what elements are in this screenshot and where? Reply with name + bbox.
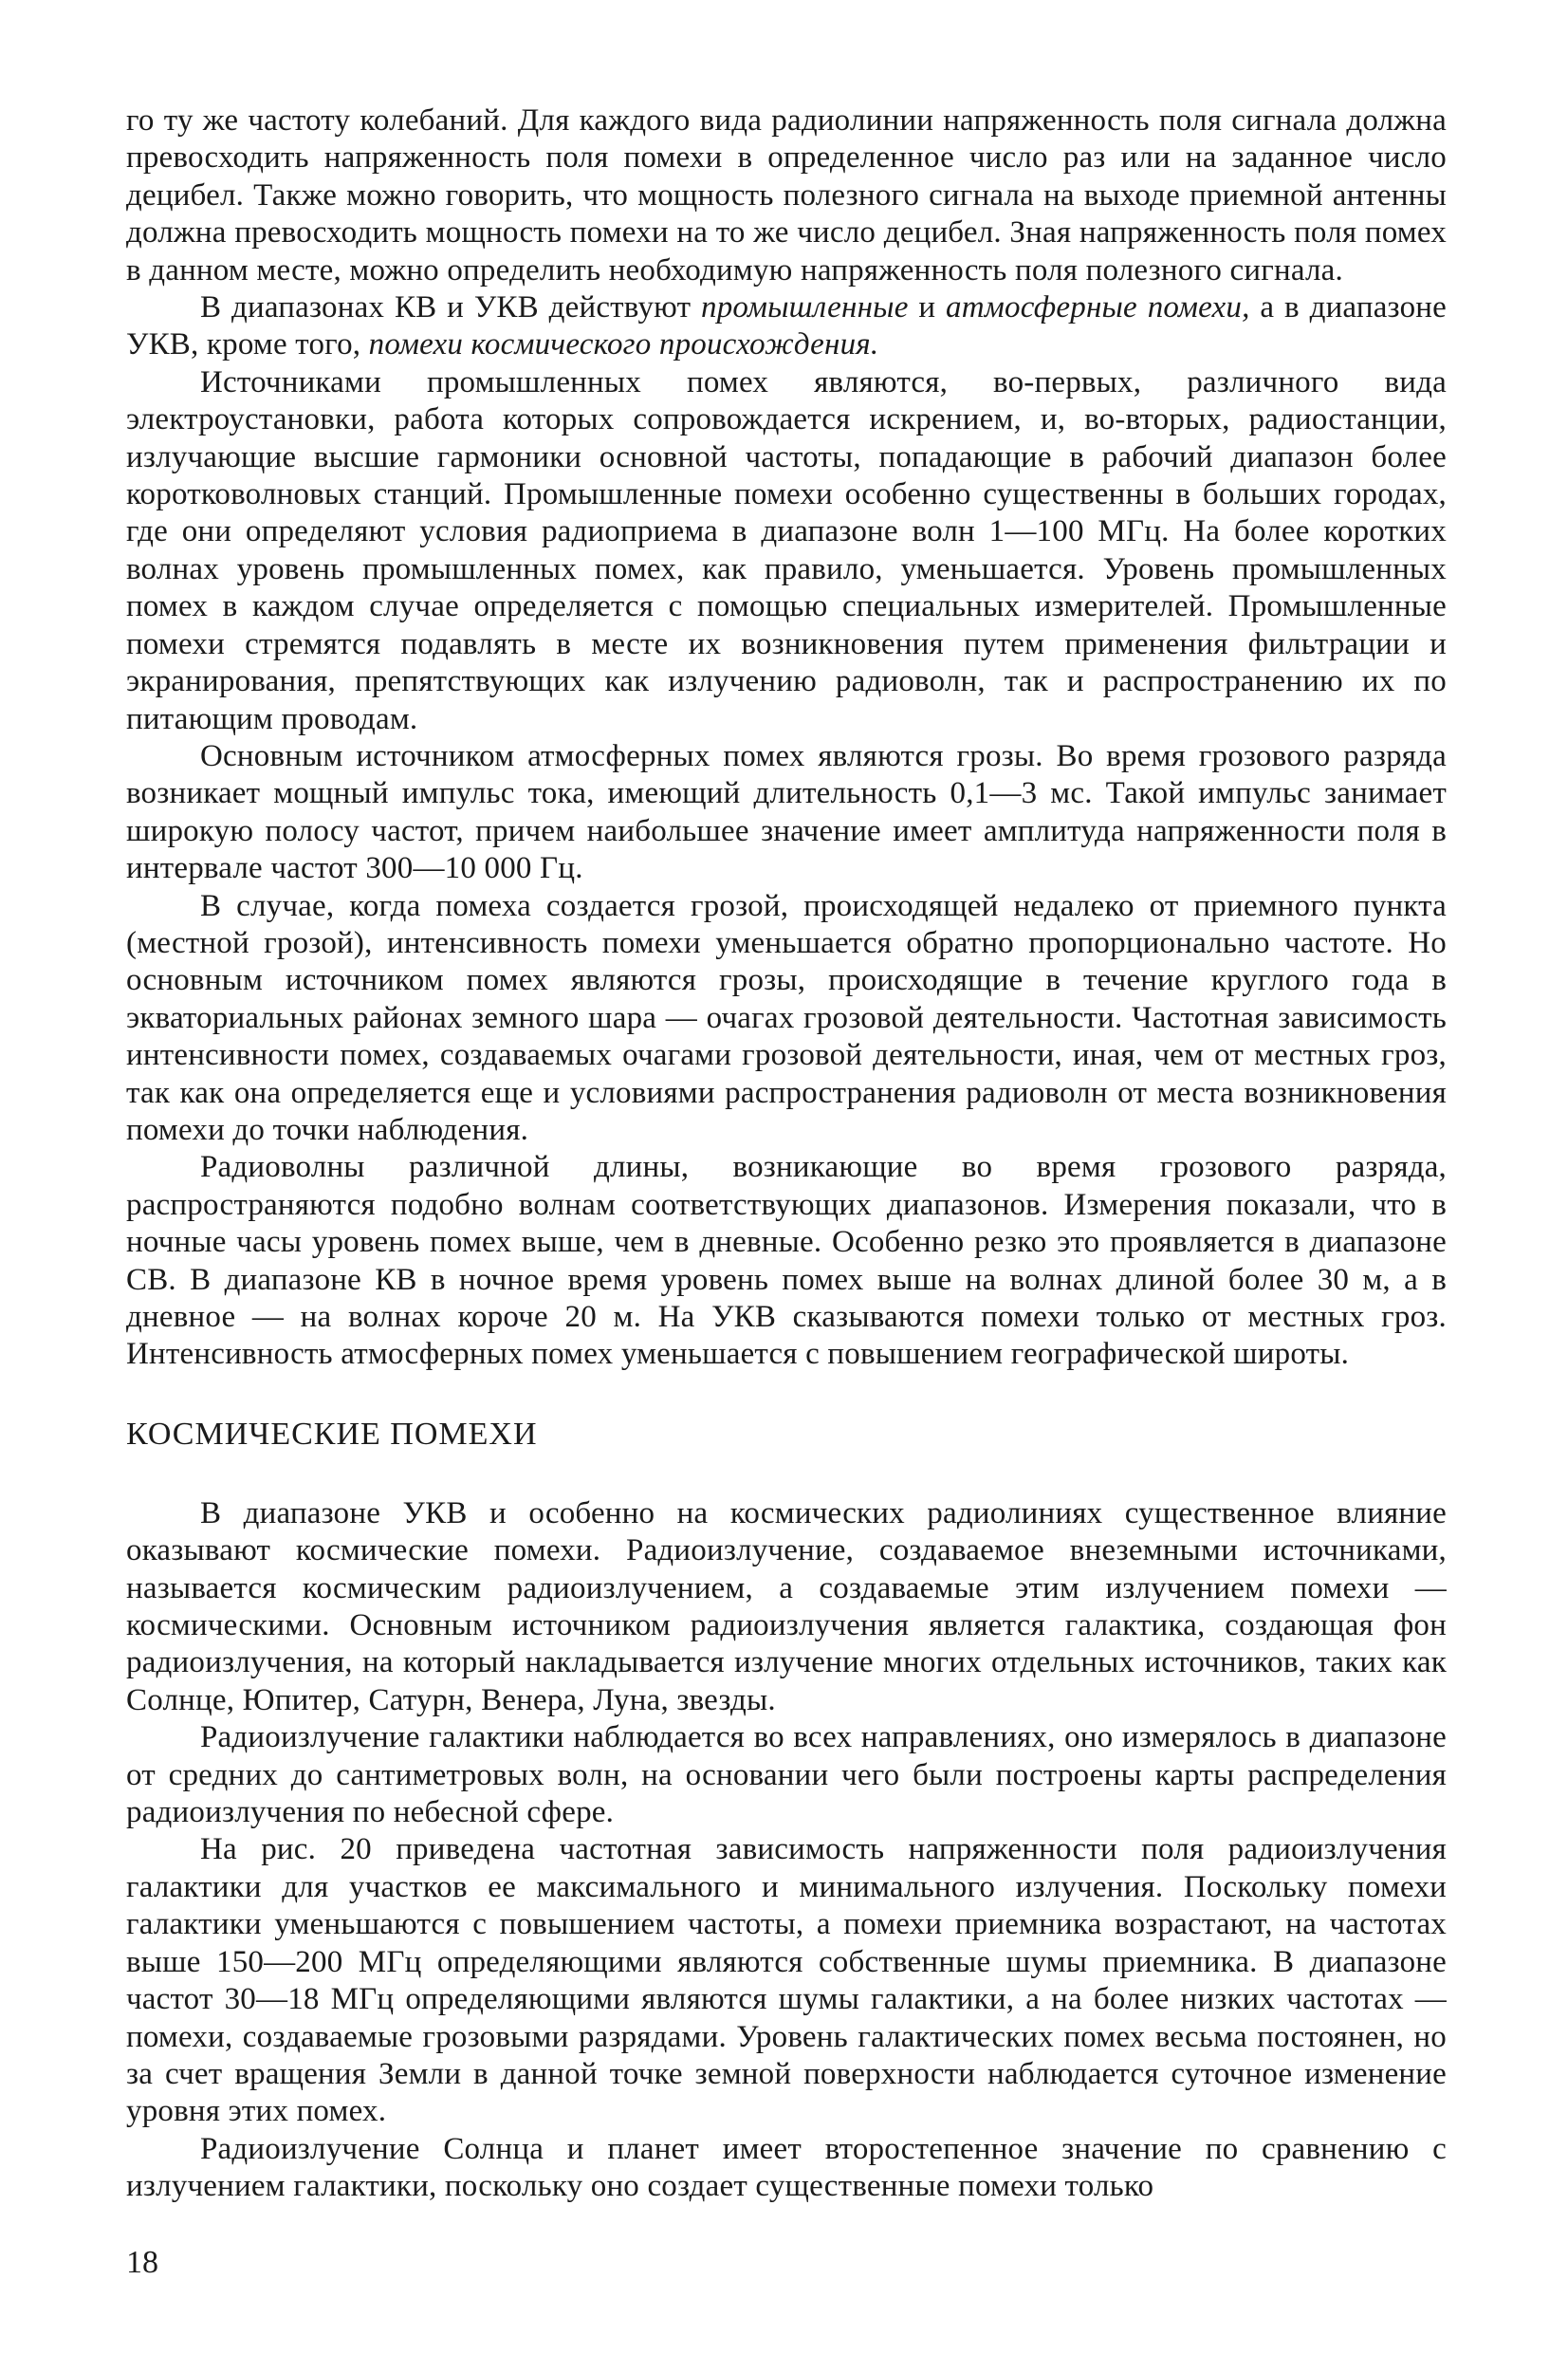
page-number: 18 [126, 2245, 158, 2280]
paragraph: Радиоволны различной длины, возникающие во время грозового разряда, распространяются подобно волнам соответствующих диапазонов. Измерения показали, что в ночные часы уровень помех выше, чем в дневные. Особенно резко это проявляется в диапазоне СВ. В диапазоне КВ в ночное время уровень помех выше на волнах длиной более 30 м, а в дневное — на волнах короче 20 м. На УКВ сказываются помехи только от местных гроз. Интенсивность атмосферных помех уменьшается с повышением географической широты. [126, 1150, 1447, 1372]
paragraph: го ту же частоту колебаний. Для каждого вида радиолинии напряженность поля сигнала должна превосходить напряженность поля помехи в определенное число раз или на заданное число децибел. Также можно говорить, что мощность полезного сигнала на выходе приемной антенны должна превосходить мощность помехи на то же число децибел. Зная напряженность поля помех в данном месте, можно определить необходимую напряженность поля полезного сигнала. [126, 103, 1447, 287]
text-run: и [908, 290, 947, 325]
emphasis-atmospheric: атмосферные помехи, [946, 290, 1250, 325]
text-run: В диапазонах КВ и УКВ действуют [200, 290, 701, 325]
page-body [126, 102, 1447, 2206]
paragraph: Источниками промышленных помех являются, во-первых, различного вида электроустановки, работа которых сопровождается искрением, и, во-вторых, радиостанции, излучающие высшие гармоники основной частоты, попадающие в рабочий диапазон более коротковолновых станций. Промышленные помехи особенно существенны в больших городах, где они определяют условия радиоприема в диапазоне волн 1—100 МГц. На более коротких волнах уровень промышленных помех, как правило, уменьшается. Уровень промышленных помех в каждом случае определяется с помощью специальных измерителей. Промышленные помехи стремятся подавлять в месте их возникновения путем применения фильтрации и экранирования, препятствующих как излучению радиоволн, так и распространению их по питающим проводам. [126, 364, 1447, 736]
paragraph: Радиоизлучение галактики наблюдается во всех направлениях, оно измерялось в диапазоне от средних до сантиметровых волн, на основании чего были построены карты распределения радиоизлучения по небесной сфере. [126, 1720, 1447, 1830]
paragraph: В случае, когда помеха создается грозой, происходящей недалеко от приемного пункта (местной грозой), интенсивность помехи уменьшается обратно пропорционально частоте. Но основным источником помех являются грозы, происходящие в течение круглого года в экваториальных районах земного шара — очагах грозовой деятельности. Частотная зависимость интенсивности помех, создаваемых очагами грозовой деятельности, иная, чем от местных гроз, так как она определяется еще и условиями распространения радиоволн от места возникновения помехи до точки наблюдения. [126, 888, 1447, 1147]
paragraph: На рис. 20 приведена частотная зависимость напряженности поля радиоизлучения галактики для участков ее максимального и минимального излучения. Поскольку помехи галактики уменьшаются с повышением частоты, а помехи приемника возрастают, на частотах выше 150—200 МГц определяющими являются собственные шумы приемника. В диапазоне частот 30—18 МГц определяющими являются шумы галактики, а на более низких частотах — помехи, создаваемые грозовыми разрядами. Уровень галактических помех весьма постоянен, но за счет вращения Земли в данной точке земной поверхности наблюдается суточное изменение уровня этих помех. [126, 1832, 1447, 2129]
paragraph-interference-types [126, 289, 1447, 364]
paragraph: В диапазоне УКВ и особенно на космических радиолиниях существенное влияние оказывают космические помехи. Радиоизлучение, создаваемое внеземными источниками, называется космическим радиоизлучением, а создаваемые этим излучением помехи — космическими. Основным источником радиоизлучения является галактика, создающая фон радиоизлучения, на который накладывается излучение многих отдельных источников, таких как Солнце, Юпитер, Сатурн, Венера, Луна, звезды. [126, 1495, 1447, 1717]
emphasis-industrial: промышленные [701, 290, 909, 325]
section-heading: КОСМИЧЕСКИЕ ПОМЕХИ [126, 1416, 538, 1452]
paragraph: Основным источником атмосферных помех являются грозы. Во время грозового разряда возникает мощный импульс тока, имеющий длительность 0,1—3 мс. Такой импульс занимает широкую полосу частот, причем наибольшее значение имеет амплитуда напряженности поля в интервале частот 300—10 000 Гц. [126, 738, 1447, 886]
emphasis-cosmic: помехи космического происхождения. [368, 327, 879, 362]
paragraph: Радиоизлучение Солнца и планет имеет второстепенное значение по сравнению с излучением галактики, поскольку оно создает существенные помехи только [126, 2131, 1447, 2204]
text-run: а в диапазоне УКВ, кроме того, [126, 290, 1447, 362]
